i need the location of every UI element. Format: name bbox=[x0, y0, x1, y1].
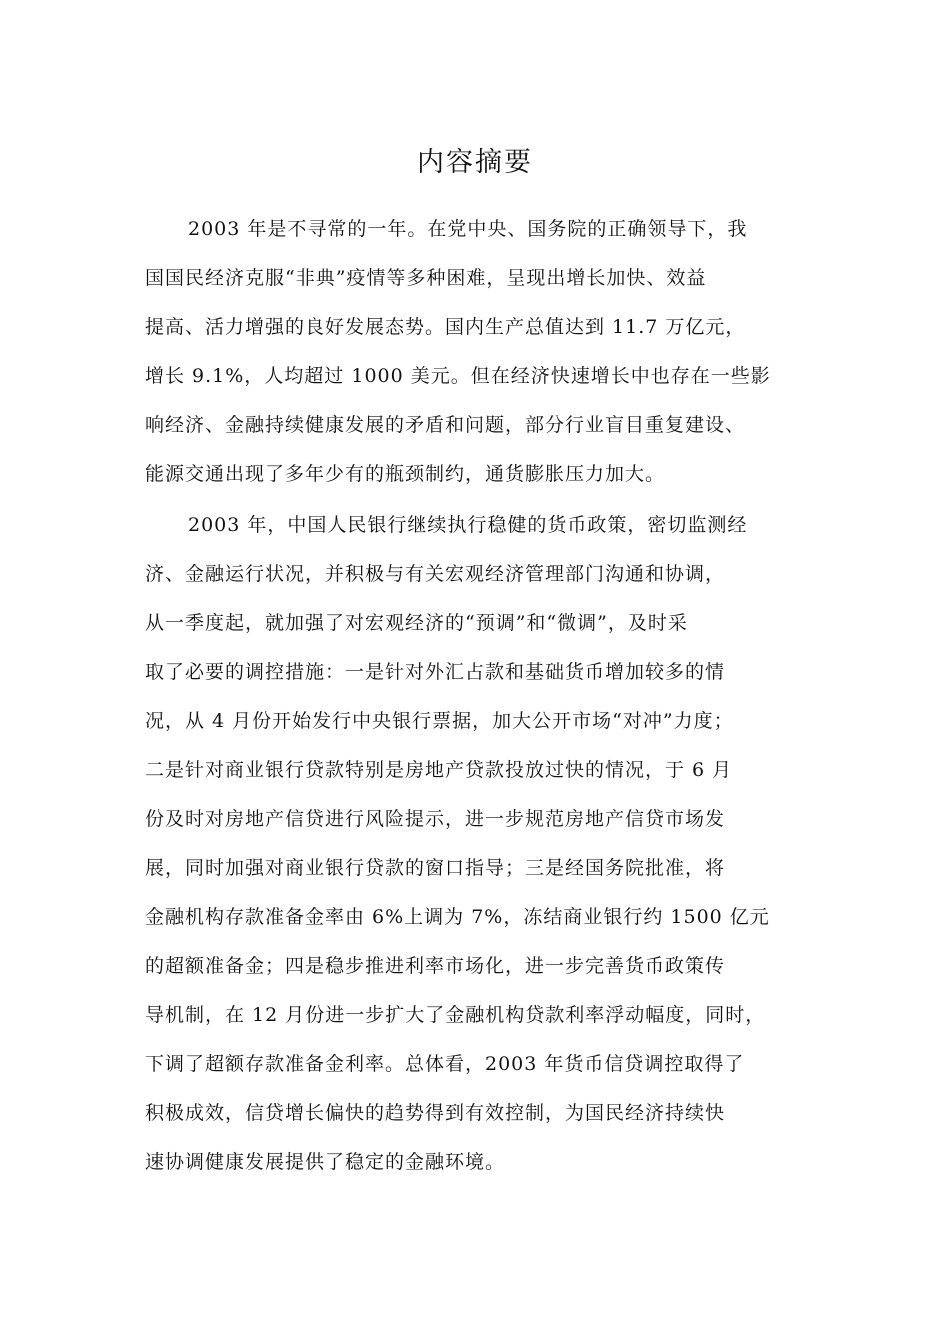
page-title: 内容摘要 bbox=[417, 147, 533, 178]
paragraph-2-line: 2003 年，中国人民银行继续执行稳健的货币政策，密切监测经 bbox=[188, 514, 748, 536]
paragraph-1-line: 国国民经济克服“非典”疫情等多种困难，呈现出增长加快、效益 bbox=[145, 267, 707, 289]
paragraph-2-line: 济、金融运行状况，并积极与有关宏观经济管理部门沟通和协调， bbox=[145, 563, 726, 585]
paragraph-2-line: 从一季度起，就加强了对宏观经济的“预调”和“微调”，及时采 bbox=[145, 612, 688, 634]
paragraph-2-line: 取了必要的调控措施：一是针对外汇占款和基础货币增加较多的情 bbox=[145, 661, 726, 683]
paragraph-1-line: 2003 年是不寻常的一年。在党中央、国务院的正确领导下，我 bbox=[188, 218, 748, 240]
paragraph-2-line: 的超额准备金；四是稳步推进利率市场化，进一步完善货币政策传 bbox=[145, 955, 726, 977]
paragraph-2-line: 份及时对房地产信贷进行风险提示，进一步规范房地产信贷市场发 bbox=[145, 808, 726, 830]
paragraph-2-line: 金融机构存款准备金率由 6%上调为 7%，冻结商业银行约 1500 亿元 bbox=[145, 906, 770, 928]
paragraph-2-line: 积极成效，信贷增长偏快的趋势得到有效控制，为国民经济持续快 bbox=[145, 1102, 726, 1124]
paragraph-1-line: 能源交通出现了多年少有的瓶颈制约，通货膨胀压力加大。 bbox=[145, 463, 666, 485]
paragraph-1-line: 增长 9.1%，人均超过 1000 美元。但在经济快速增长中也存在一些影 bbox=[145, 365, 771, 387]
paragraph-2-line: 况，从 4 月份开始发行中央银行票据，加大公开市场“对冲”力度； bbox=[145, 710, 734, 732]
paragraph-1-line: 响经济、金融持续健康发展的矛盾和问题，部分行业盲目重复建设、 bbox=[145, 414, 746, 436]
paragraph-1-line: 提高、活力增强的良好发展态势。国内生产总值达到 11.7 万亿元， bbox=[145, 316, 746, 338]
paragraph-2-line: 速协调健康发展提供了稳定的金融环境。 bbox=[145, 1151, 506, 1173]
paragraph-2-line: 下调了超额存款准备金利率。总体看，2003 年货币信贷调控取得了 bbox=[145, 1053, 745, 1075]
paragraph-2-line: 展，同时加强对商业银行贷款的窗口指导；三是经国务院批准，将 bbox=[145, 857, 726, 879]
paragraph-2-line: 二是针对商业银行贷款特别是房地产贷款投放过快的情况，于 6 月 bbox=[145, 759, 733, 781]
paragraph-2-line: 导机制，在 12 月份进一步扩大了金融机构贷款利率浮动幅度，同时， bbox=[145, 1004, 766, 1026]
